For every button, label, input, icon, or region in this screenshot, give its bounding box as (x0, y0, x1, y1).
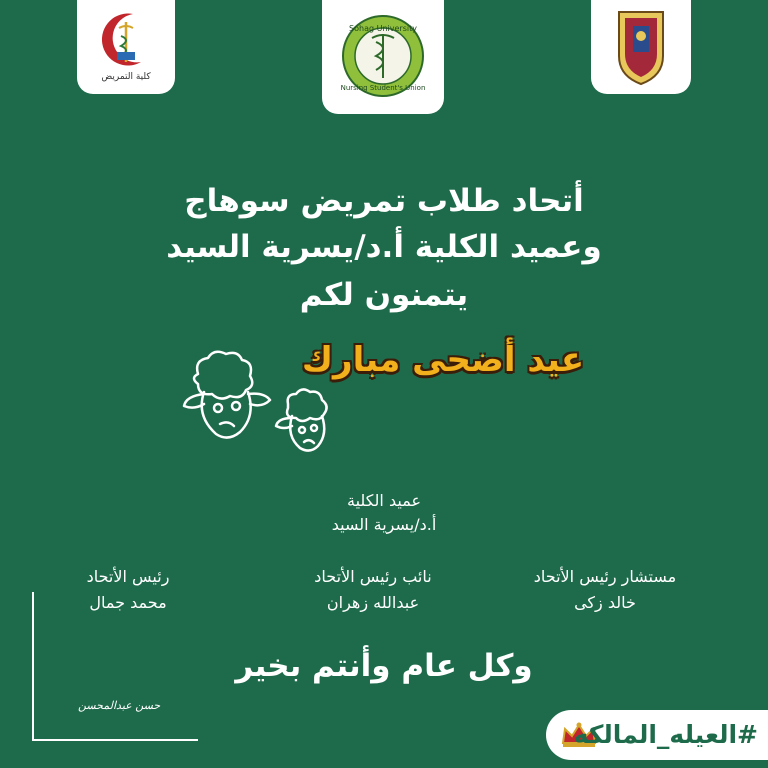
officer-name: خالد زكى (574, 593, 636, 612)
closing-message: وكل عام وأنتم بخير (235, 648, 533, 684)
seal-bottom-text: Nursing Student's Union (340, 84, 426, 92)
university-seal-icon (322, 0, 444, 114)
sheep-icon (176, 346, 346, 466)
officer-role: مستشار رئيس الأتحاد (533, 567, 677, 586)
greeting-line-2: وعميد الكلية أ.د/يسرية السيد (166, 229, 602, 265)
greeting-line-3: يتمنون لكم (299, 277, 469, 313)
university-logo (591, 0, 691, 94)
officer-advisor (505, 564, 705, 616)
frame-line-vertical (32, 592, 34, 740)
dean-name: أ.د/يسرية السيد (331, 515, 437, 534)
nursing-faculty-logo (77, 0, 175, 94)
greeting-line-1: أتحاد طلاب تمريض سوهاج (184, 183, 584, 219)
dean-title: عميد الكلية (347, 491, 421, 510)
officer-role: رئيس الأتحاد (86, 567, 170, 586)
officer-vice-president (273, 564, 473, 616)
officer-name: محمد جمال (89, 593, 167, 612)
logo-caption: كلية التمريض (101, 72, 151, 82)
university-emblem-icon (591, 0, 691, 94)
officer-role: نائب رئيس الأتحاد (314, 567, 432, 586)
frame-line-horizontal (32, 739, 198, 741)
hashtag-badge (546, 710, 768, 760)
hashtag-text: #العيله_المالكه (573, 720, 758, 749)
officer-president (28, 564, 228, 616)
officer-name: عبدالله زهران (326, 593, 420, 612)
seal-top-text: Sohag University (349, 24, 417, 33)
eid-title: عيد أضحى مبارك (301, 340, 585, 380)
designer-signature: حسن عبدالمحسن (78, 699, 161, 712)
student-union-logo (322, 0, 444, 114)
